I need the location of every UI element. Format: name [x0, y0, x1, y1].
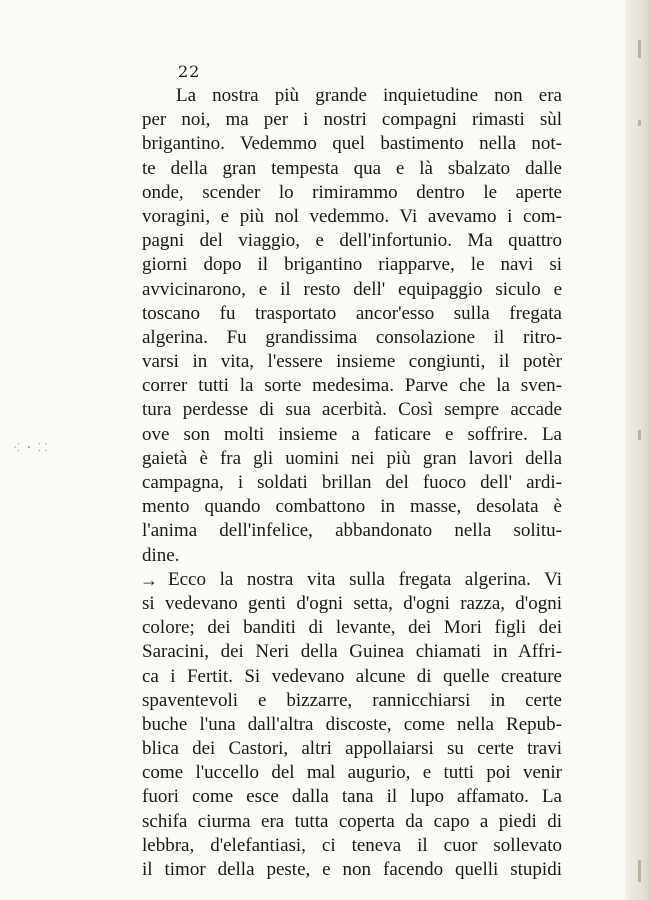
text-line	[142, 737, 562, 761]
text-line-content: per noi, ma per i nostri compagni rimasti sùl	[142, 109, 562, 131]
text-line-content: il timor della peste, e non facendo quelli stupidi	[142, 859, 562, 880]
text-line	[142, 423, 562, 447]
text-line	[142, 181, 562, 205]
text-line-content: algerina. Fu grandissima consolazione il ritro-	[142, 326, 562, 348]
text-line-content: gaietà è fra gli uomini nei più gran lavori della	[142, 447, 562, 469]
text-line	[142, 253, 562, 277]
text-line	[142, 544, 562, 568]
text-line	[142, 157, 562, 181]
text-line-content: l'anima dell'infelice, abbandonato nella solitu-	[142, 520, 562, 542]
text-line	[142, 689, 562, 713]
text-line-content: spaventevoli e bizzarre, rannicchiarsi in certe	[142, 689, 562, 711]
text-line	[142, 761, 562, 785]
page-number: 22	[178, 62, 201, 81]
text-line-content: te della gran tempesta qua e là sbalzato dalle	[142, 157, 562, 179]
text-line	[142, 858, 562, 882]
text-line-content: dine.	[142, 544, 180, 566]
text-line-content: Ecco la nostra vita sulla fregata algerina. Vi	[168, 568, 562, 590]
text-line	[142, 326, 562, 350]
page-edge	[625, 0, 651, 900]
pointing-arrow-icon: →	[140, 569, 158, 590]
text-line	[142, 108, 562, 132]
text-line-content: toscano fu trasportato ancor'esso sulla fregata	[142, 302, 562, 324]
text-line-content: varsi in vita, l'essere insieme congiunti, il potèr	[142, 351, 562, 373]
margin-marks: ⁖ ꞏ ⸬	[14, 441, 50, 454]
text-line	[142, 278, 562, 302]
text-line	[142, 810, 562, 834]
text-line-content: come l'uccello del mal augurio, e tutti poi venir	[142, 762, 562, 784]
text-line	[142, 374, 562, 398]
text-line-content: fuori come esce dalla tana il lupo affamato. La	[142, 786, 562, 808]
text-line	[142, 713, 562, 737]
text-line-content: brigantino. Vedemmo quel bastimento nella not-	[142, 133, 562, 155]
text-line	[142, 132, 562, 156]
text-line-content: voragini, e più nol vedemmo. Vi avevamo i com-	[142, 205, 562, 227]
text-line	[142, 568, 562, 592]
text-line	[142, 471, 562, 495]
text-line-content: si vedevano genti d'ogni setta, d'ogni razza, d'ogni	[142, 592, 562, 614]
text-line-content: giorni dopo il brigantino riapparve, le navi si	[142, 254, 562, 276]
text-line	[142, 785, 562, 809]
text-line-content: blica dei Castori, altri appollaiarsi su certe travi	[142, 738, 562, 760]
text-line	[142, 302, 562, 326]
text-line-content: schifa ciurma era tutta coperta da capo a piedi di	[142, 810, 562, 832]
text-line-content: pagni del viaggio, e dell'infortunio. Ma quattro	[142, 230, 562, 252]
text-line-content: avvicinarono, e il resto dell' equipaggio siculo e	[142, 278, 562, 300]
text-line	[142, 398, 562, 422]
text-line	[142, 84, 562, 108]
text-line	[142, 665, 562, 689]
text-line	[142, 834, 562, 858]
text-line-content: buche l'una dall'altra discoste, come nella Repub-	[142, 713, 562, 735]
text-line	[142, 519, 562, 543]
text-line-content: colore; dei banditi di levante, dei Mori figli dei	[142, 617, 562, 639]
text-line	[142, 495, 562, 519]
text-line-content: correr tutti la sorte medesima. Parve che la sven-	[142, 375, 562, 397]
text-line-content: ca i Fertit. Si vedevano alcune di quelle creature	[142, 665, 562, 687]
text-line	[142, 447, 562, 471]
text-line	[142, 350, 562, 374]
text-line-content: lebbra, d'elefantiasi, ci teneva il cuor sollevato	[142, 834, 562, 856]
text-line	[142, 229, 562, 253]
text-line-content: Saracini, dei Neri della Guinea chiamati in Affri-	[142, 641, 562, 663]
text-line-content: mento quando combattono in masse, desolata è	[142, 496, 562, 518]
text-line	[142, 616, 562, 640]
body-text	[142, 84, 562, 882]
text-line-content: ove son molti insieme a faticare e soffrire. La	[142, 423, 562, 445]
text-line-content: tura perdesse di sua acerbità. Così sempre accade	[142, 399, 562, 421]
text-line-content: campagna, i soldati brillan del fuoco dell' ardi-	[142, 472, 562, 493]
text-line	[142, 592, 562, 616]
text-line-content: La nostra più grande inquietudine non era	[176, 85, 562, 106]
text-line	[142, 205, 562, 229]
text-line-content: onde, scender lo rimirammo dentro le aperte	[142, 181, 562, 203]
text-line	[142, 640, 562, 664]
